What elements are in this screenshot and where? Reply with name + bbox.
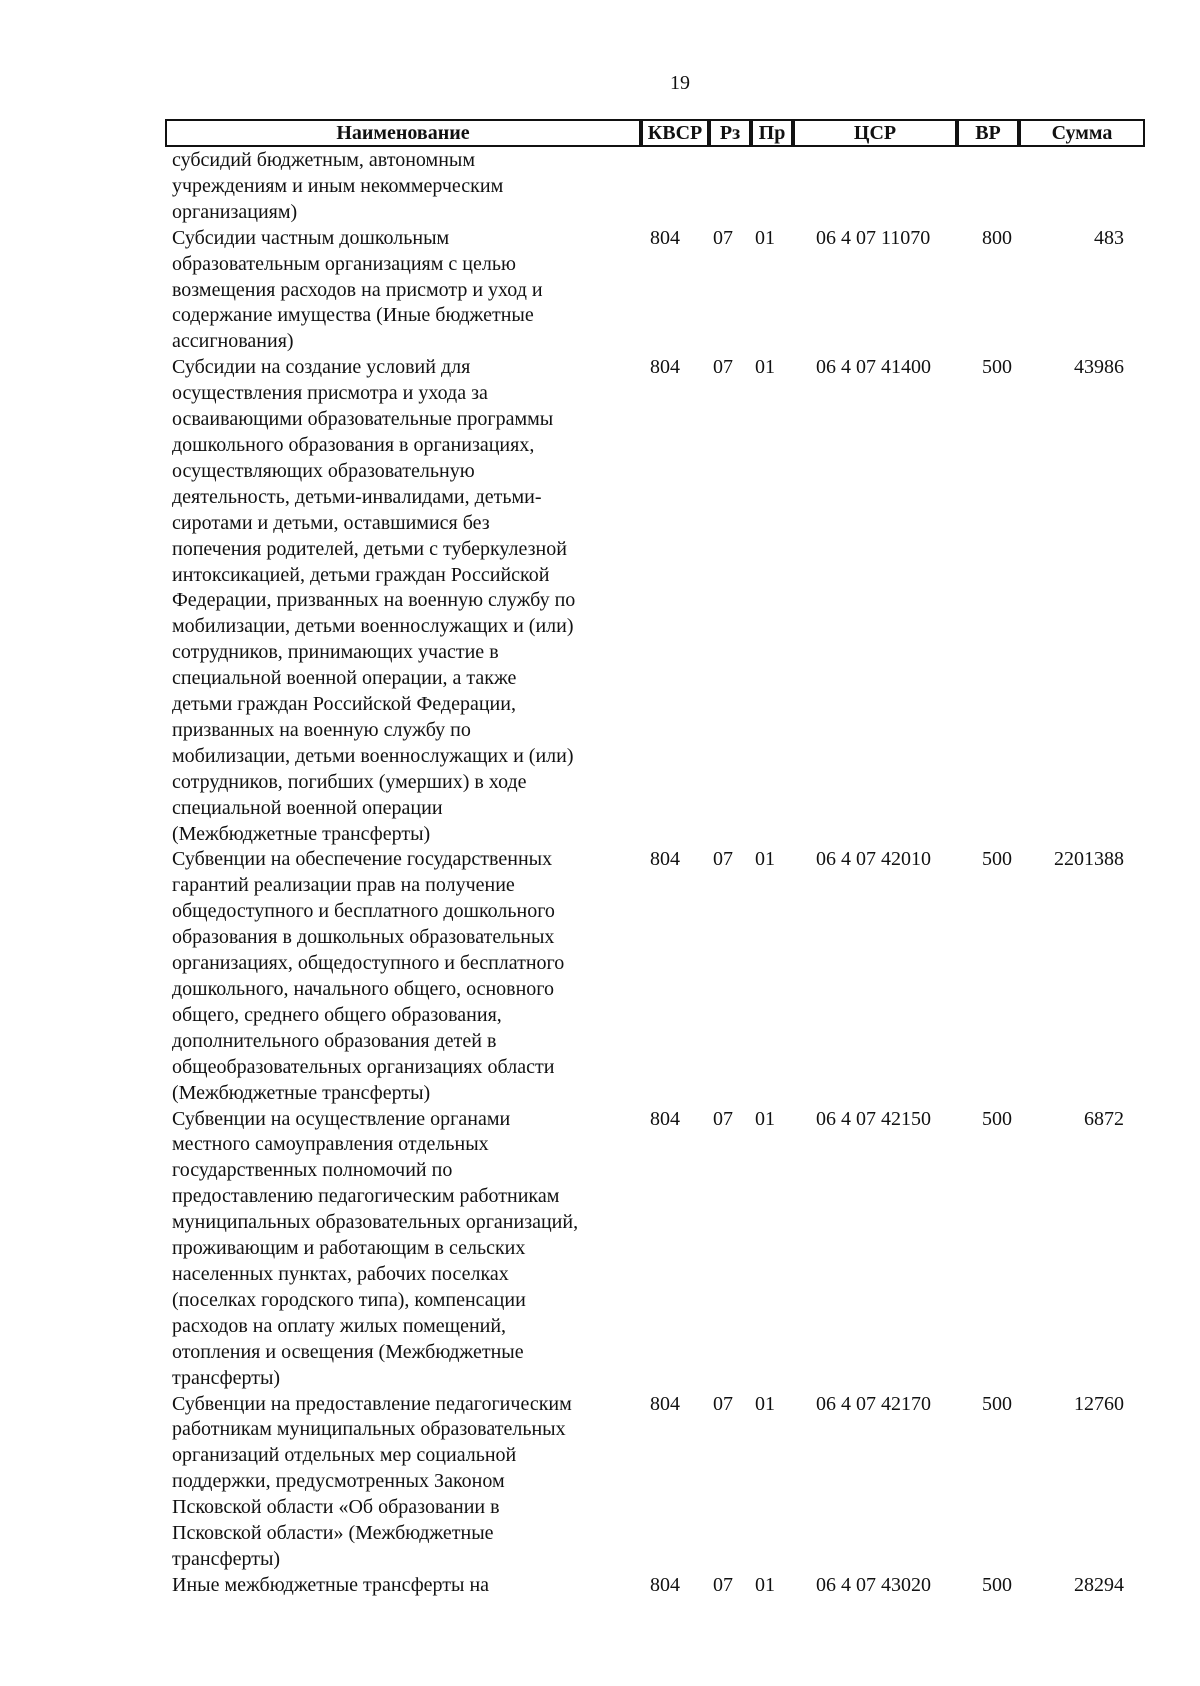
row-name: Субвенции на обеспечение государственных гарантий реализации прав на получение общедоступного и бесплатного дошкольного образования в дошкольных образовательных организациях, общедоступного и бесплатного дошкольного, начального общего, основного общего, среднего общего образования, дополнительного образования детей в общеобразовательных организациях области (Межбюджетные трансферты): [172, 848, 565, 1104]
row-kvsr: 804: [650, 356, 680, 379]
table-row: [0, 1392, 1200, 1573]
row-csr: 06 4 07 43020: [816, 1573, 931, 1596]
row-sum: 28294: [1074, 1573, 1124, 1596]
row-vr: 500: [982, 848, 1012, 871]
row-vr: 500: [982, 356, 1012, 379]
row-vr: 500: [982, 1107, 1012, 1130]
table-body: [0, 148, 1200, 1599]
table-row: [0, 1107, 1200, 1392]
row-name: Субсидии частным дошкольным образовательным организациям с целью возмещения расходов на присмотр и уход и содержание имущества (Иные бюджетные ассигнования): [172, 226, 543, 353]
row-sum: 2201388: [1054, 848, 1124, 871]
row-pr: 01: [755, 848, 775, 871]
row-name: Субвенции на осуществление органами местного самоуправления отдельных государственных полномочий по предоставлению педагогическим работникам муниципальных образовательных организаций, проживающим и работающим в сельских населенных пунктах, рабочих поселках (поселках городского типа), компенсации расходов на оплату жилых помещений, отопления и освещения (Межбюджетные трансферты): [172, 1107, 579, 1389]
table-row: [0, 1573, 1200, 1599]
page-number: 19: [670, 72, 690, 94]
row-sum: 12760: [1074, 1392, 1124, 1415]
row-rz: 07: [713, 226, 733, 249]
row-rz: 07: [713, 1392, 733, 1415]
header-kvsr: КВСР: [641, 119, 709, 147]
header-pr: Пр: [751, 119, 793, 147]
header-rz: Рз: [709, 119, 751, 147]
row-name: Субвенции на предоставление педагогическим работникам муниципальных образовательных организаций отдельных мер социальной поддержки, предусмотренных Законом Псковской области «Об образовании в Псковской области» (Межбюджетные трансферты): [172, 1392, 572, 1570]
row-rz: 07: [713, 1573, 733, 1596]
header-csr: ЦСР: [793, 119, 957, 147]
row-vr: 800: [982, 226, 1012, 249]
row-kvsr: 804: [650, 848, 680, 871]
row-pr: 01: [755, 1107, 775, 1130]
row-name: Иные межбюджетные трансферты на: [172, 1573, 490, 1596]
row-sum: 483: [1094, 226, 1124, 249]
row-rz: 07: [713, 848, 733, 871]
row-rz: 07: [713, 1107, 733, 1130]
table-row: [0, 226, 1200, 356]
row-sum: 43986: [1074, 356, 1124, 379]
row-kvsr: 804: [650, 226, 680, 249]
row-csr: 06 4 07 42170: [816, 1392, 931, 1415]
header-vr: ВР: [957, 119, 1019, 147]
row-csr: 06 4 07 42150: [816, 1107, 931, 1130]
row-csr: 06 4 07 41400: [816, 356, 931, 379]
row-sum: 6872: [1084, 1107, 1124, 1130]
row-pr: 01: [755, 356, 775, 379]
row-kvsr: 804: [650, 1107, 680, 1130]
header-name: Наименование: [165, 119, 641, 147]
row-pr: 01: [755, 1392, 775, 1415]
row-pr: 01: [755, 1573, 775, 1596]
row-vr: 500: [982, 1392, 1012, 1415]
header-sum: Сумма: [1019, 119, 1145, 147]
table-header: [165, 119, 1145, 145]
row-kvsr: 804: [650, 1573, 680, 1596]
table-row: [0, 847, 1200, 1106]
row-kvsr: 804: [650, 1392, 680, 1415]
row-name: субсидий бюджетным, автономным учреждениям и иным некоммерческим организациям): [172, 149, 504, 223]
row-vr: 500: [982, 1573, 1012, 1596]
table-row: [0, 355, 1200, 847]
table-row: [0, 148, 1200, 226]
row-pr: 01: [755, 226, 775, 249]
row-csr: 06 4 07 11070: [816, 226, 931, 249]
row-csr: 06 4 07 42010: [816, 848, 931, 871]
row-name: Субсидии на создание условий для осуществления присмотра и ухода за осваивающими образовательные программы дошкольного образования в организациях, осуществляющих образовательную деятельность, детьми-инвалидами, детьми- сиротами и детьми, оставшимися без попечения родителей, детьми с туберкулезной интоксикацией, детьми граждан Российской Федерации, призванных на военную службу по мобилизации, детьми военнослужащих и (или) сотрудников, принимающих участие в специальной военной операции, а также детьми граждан Российской Федерации, призванных на военную службу по мобилизации, детьми военнослужащих и (или) сотрудников, погибших (умерших) в ходе специальной военной операции (Межбюджетные трансферты): [172, 356, 576, 845]
row-rz: 07: [713, 356, 733, 379]
